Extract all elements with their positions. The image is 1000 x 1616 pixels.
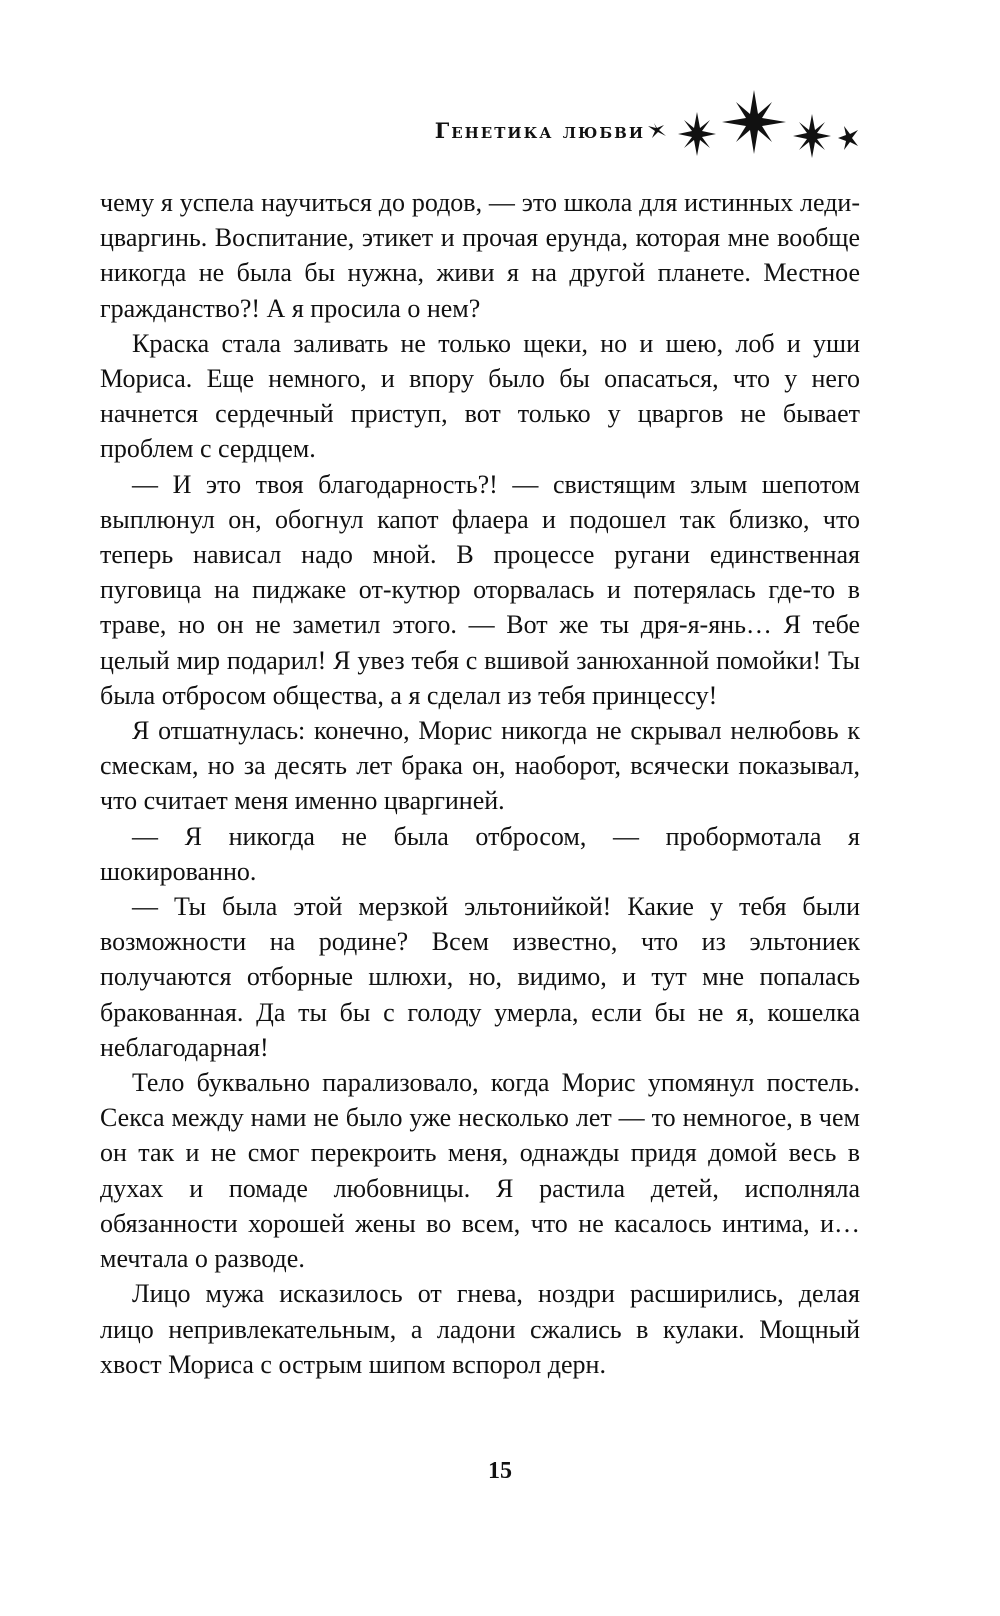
page-number: 15 (488, 1458, 512, 1484)
dialogue-paragraph: — Ты была этой мерзкой эльтонийкой! Какие у тебя были возможности на родине? Всем известно, что из эльтониек получаются отборные шлюхи, но, видимо, и тут мне попалась бракованная. Да ты бы с голоду умерла, если бы не я, кошелка неблагодарная! (100, 892, 860, 1062)
running-header (100, 90, 860, 180)
medium-star-icon (793, 114, 831, 158)
medium-star-icon (678, 112, 716, 156)
dialogue-paragraph: — Я никогда не была отбросом, — пробормотала я шокированно. (100, 821, 860, 886)
small-star-icon (838, 126, 858, 150)
paragraph: чему я успела научиться до родов, — это школа для истинных леди-цваргинь. Воспитание, этикет и прочая ерунда, которая мне вообще никогда не была бы нужна, живи я на другой планете. Местное гражданство?! А я просила о нем? (100, 188, 860, 323)
dialogue-paragraph: — И это твоя благодарность?! — свистящим злым шепотом выплюнул он, обогнул капот флаера и подошел так близко, что теперь нависал надо мной. В процессе ругани единственная пуговица на пиджаке от-кутюр оторвалась и потерялась где-то в траве, но он не заметил этого. — Вот же ты дря-я-янь… Я тебе целый мир подарил! Я увез тебя с вшивой занюханной помойки! Ты была отбросом общества, а я сделал из тебя принцессу! (100, 469, 860, 710)
paragraph: Краска стала заливать не только щеки, но и шею, лоб и уши Мориса. Еще немного, и впору было бы опасаться, что у него начнется сердечный приступ, вот только у цваргов не бывает проблем с сердцем. (100, 328, 860, 464)
large-star-icon (722, 90, 786, 154)
sparkle-stars-icon (640, 90, 860, 170)
paragraph: Я отшатнулась: конечно, Морис никогда не скрывал нелюбовь к смескам, но за десять лет брака он, наоборот, всячески показывал, что считает меня именно цваргиней. (100, 716, 860, 816)
paragraph: Тело буквально парализовало, когда Морис упомянул постель. Секса между нами не было уже несколько лет — то немногое, в чем он так и не смог перекроить меня, однажды придя домой весь в духах и помаде любовницы. Я растила детей, исполняла обязанности хорошей жены во всем, что не касалось интима, и… мечтала о разводе. (100, 1068, 860, 1274)
body-text (100, 185, 860, 1382)
running-title: Генетика любви (434, 118, 645, 143)
paragraph: Лицо мужа исказилось от гнева, ноздри расширились, делая лицо непривлекательным, а ладони сжались в кулаки. Мощный хвост Мориса с острым шипом вспорол дерн. (100, 1279, 860, 1379)
small-star-icon (648, 123, 666, 138)
